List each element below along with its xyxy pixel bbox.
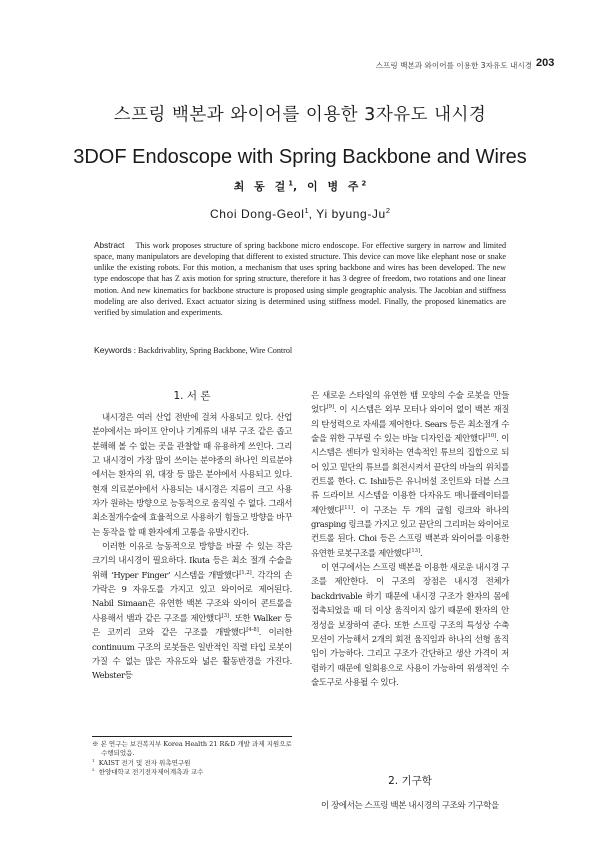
- footnote-mark: 2: [92, 767, 95, 773]
- text-span: . 이 시스템은 외부 모터나 와이어 없이 백본 재질의 탄성력으로 자세를 제어한다. Sears 등은 최소절개 수술을 위한 구부릴 수 있는 바늘 디자인을 제안했다: [311, 404, 509, 444]
- right-column: [311, 388, 509, 689]
- running-header: 스프링 백본과 와이어를 이용한 3자유도 내시경: [375, 61, 532, 70]
- keywords: [94, 345, 514, 355]
- text-span: 은 새로운 스타일의 유연한 뱀 모양의 수술 로봇을 만들었다: [311, 390, 509, 415]
- footnote-mark: 1: [92, 757, 95, 763]
- text-span: . 이러한 continuum 구조의 로봇들은 일반적인 직렬 타입 로봇이 가질 수 없는 많은 자유도와 넓은 활동반경을 가진다. Webster등: [92, 627, 292, 681]
- footnote-affiliation-2: [92, 768, 292, 777]
- author-2-en-affil: 2: [385, 206, 390, 215]
- citation: [11]: [342, 504, 353, 511]
- author-separator-en: ,: [308, 207, 317, 221]
- text-span: . 각각의 손가락은 9 자유도를 가지고 있고 와이어로 제어된다. Nabil Simaan은 유연한 백본 구조와 와이어 콘트롤을 사용해서 뱀과 같은 구조를 제안했다: [92, 569, 293, 623]
- title-english: 3DOF Endoscope with Spring Backbone and Wires: [73, 146, 527, 168]
- citation: [1,2]: [239, 569, 252, 576]
- section-1-paragraph-3: 이 연구에서는 스프링 백본을 이용한 새로운 내시경 구조를 제안한다. 이 구조의 장점은 내시경 전체가 backdrivable 하기 때문에 내시경 구조가 환자의 몸에 접촉되었을 때 더 이상 움직이지 않기 때문에 환자의 안정성을 보장하여 준다. 또한 스프링 구조의 특성상 수축모션이 가능해서 2개의 회전 움직임과 하나의 선형 움직임이 가능하다. 그리고 구조가 간단하고 생산 가격이 저렴하기 때문에 일회용으로 사용이 가능하여 위생적인 수술도구로 사용될 수 있다.: [311, 562, 509, 687]
- citation: [3]: [221, 613, 230, 619]
- text-span: .: [420, 547, 423, 558]
- abstract: [94, 240, 506, 318]
- footnote-text: KAIST 전기 및 전자 위촉연구원: [98, 758, 191, 767]
- text-span: . 이 시스템은 센터가 일치하는 연속적인 튜브의 집합으로 되어 있고 밑단의 튜브를 회전시켜서 끝단의 바늘의 위치를 컨트롤 한다. C. Ishii등은 유니버설 조인트와 더블 스크류 드라이브 시스템을 이용한 다자유도 매니퓰레이터를 제안했다: [311, 433, 509, 515]
- author-1-en-affil: 1: [304, 206, 309, 215]
- citation: [10]: [485, 433, 497, 440]
- citation: [9]: [326, 404, 335, 411]
- left-column: [92, 410, 292, 683]
- authors-english: [0, 207, 600, 221]
- footnotes: [92, 740, 292, 778]
- footnote-affiliation-1: [92, 759, 292, 768]
- author-1-ko-affil: 1: [288, 179, 293, 188]
- footnote-mark: ※: [92, 740, 99, 748]
- keywords-separator: :: [131, 346, 139, 355]
- abstract-label: Abstract: [94, 240, 125, 250]
- authors-korean: [0, 178, 600, 194]
- footnote-rule: [92, 736, 292, 737]
- author-2-en: Yi byung-Ju: [316, 207, 386, 221]
- citation: [13]: [409, 547, 420, 554]
- author-2-ko-affil: 2: [361, 179, 367, 188]
- section-1-paragraph-1: 내시경은 여러 산업 전반에 걸쳐 사용되고 있다. 산업 분야에서는 파이프 안이나 기계류의 내부 구조 같은 좁고 분해해 볼 수 없는 곳을 관찰할 때 유용하게 쓰인다. 그리고 내시경이 가장 많이 쓰이는 분야중의 하나인 의료분야에서는 환자의 위, 대장 등 많은 분야에서 사용되고 있다. 현재 의료분야에서 사용되는 내시경은 지름이 크고 사용자가 원하는 방향으로 능동적으로 움직일 수 없다. 그래서 최소절개수술에 효율적으로 사용하기 힘들고 방향을 바꾸는 동작을 할 때 환자에게 고통을 유발시킨다.: [92, 412, 292, 537]
- title-korean: 스프링 백본과 와이어를 이용한 3자유도 내시경: [113, 105, 487, 125]
- keywords-text: Backdrivablity, Spring Backbone, Wire Control: [138, 346, 293, 355]
- page-number: 203: [536, 57, 555, 69]
- section-2-paragraph-1: 이 장에서는 스프링 백본 내시경의 구조와 기구학을: [321, 800, 499, 810]
- author-1-en: Choi Dong-Geol: [210, 207, 305, 221]
- author-2-ko: 이 병 주: [307, 180, 362, 193]
- section-1-paragraph-2-continued: [311, 388, 509, 560]
- section-1-paragraph-2: [92, 539, 292, 682]
- text-span: . 이 구조는 두 개의 굽힘 링크와 하나의 grasping 링크를 가지고 있고 끝단의 그리퍼는 와이어로 컨트롤 된다. Choi 등은 스프링 백본과 와이어를 이용한 유연한 로봇구조를 제안했다: [311, 504, 509, 558]
- text-span: 이러한 이유로 능동적으로 방향을 바꿀 수 있는 작은 크기의 내시경이 필요하다. Ikuta 등은 최소 절개 수술을 위해 ‘Hyper Finger’ 시스템을 개발했다: [92, 541, 292, 580]
- text-span: . 또한 Walker 등은 코끼리 코와 같은 구조를 개발했다: [92, 612, 293, 638]
- keywords-label: Keywords: [94, 345, 132, 355]
- abstract-text: This work proposes structure of spring backbone micro endoscope. For effective surgery in narrow and limited space, many manipulators are developing that different to existed structure. This device can move like elephant nose or snake unlike the existing robots. For this motion, a mechanism that uses spring backbone and wires has been developed. The new type endoscope that has Z axis motion for spring structure, therefore it has 3 degree of freedom, two rotations and one linear motion. And new kinematics for backbone structure is proposed using simple geographic analysis. The Jacobian and stiffness modeling are also derived. Exact actuator sizing is determined using stiffness model. Finally, the proposed kinematics are verified by simulation and experiments.: [94, 241, 506, 317]
- section-2-body: [311, 798, 509, 812]
- section-1-title: 1. 서 론: [173, 390, 211, 402]
- citation: [4-8]: [246, 627, 259, 634]
- footnote-text: 한양대학교 전기전자제어계측과 교수: [98, 768, 204, 777]
- author-1-ko: 최 동 걸: [233, 180, 289, 193]
- section-2-title: 2. 기구학: [388, 775, 432, 787]
- footnote-funding: [92, 740, 292, 759]
- footnote-text: 본 연구는 보건복지부 Korea Health 21 R&D 개발 과제 지원으로 수행되었음.: [100, 740, 292, 758]
- author-separator-ko: ,: [292, 180, 307, 193]
